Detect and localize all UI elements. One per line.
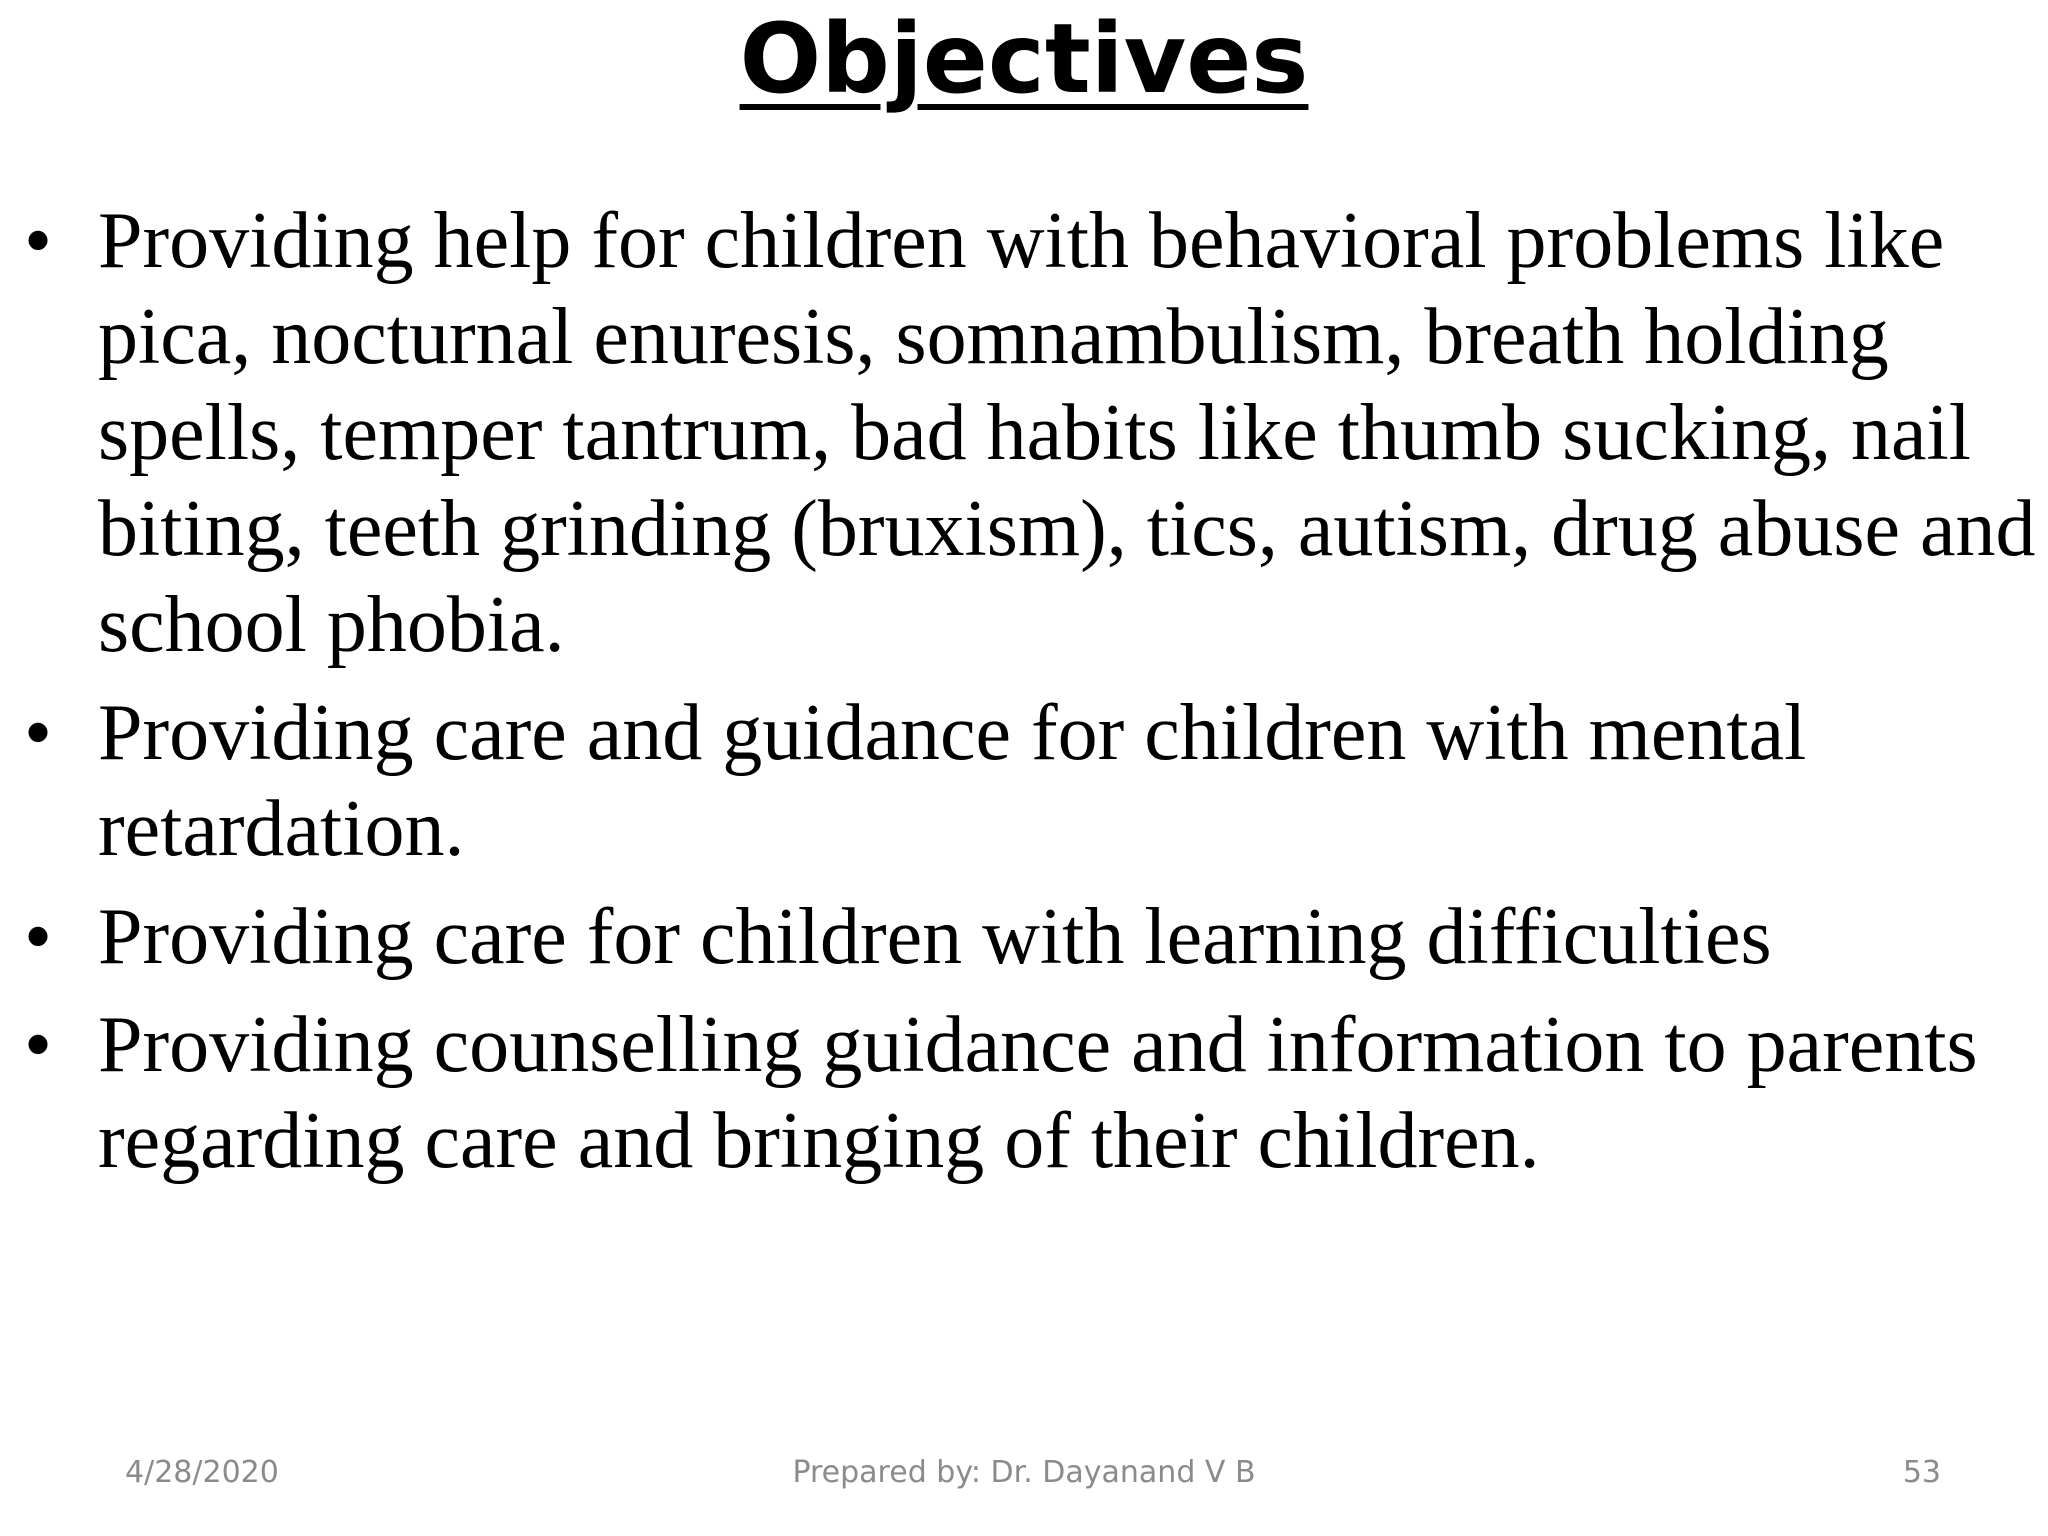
bullet-text: Providing care for children with learning difficulties [98,893,1772,981]
bullet-item [24,997,2036,1189]
bullet-item [24,685,2036,877]
bullet-item [24,889,2036,985]
footer-page-number: 53 [1902,1455,1941,1490]
bullet-item [24,193,2036,673]
slide-title [0,0,2048,118]
footer-author: Prepared by: Dr. Dayanand V B [792,1455,1256,1490]
bullet-text: Providing help for children with behavioral problems like pica, nocturnal enuresis, somnambulism, breath holding spells, temper tantrum, bad habits like thumb sucking, nail biting, teeth grinding (bruxism), tics, autism, drug abuse and school phobia. [98,197,2036,669]
bullet-text: Providing care and guidance for children with mental retardation. [98,689,1807,873]
bullet-marker: • [24,893,53,981]
bullet-text: Providing counselling guidance and information to parents regarding care and bringing of their children. [98,1001,1978,1185]
footer-date: 4/28/2020 [125,1455,279,1490]
bullet-list [24,193,2036,1201]
bullet-marker: • [24,1001,53,1089]
bullet-marker: • [24,689,53,777]
bullet-marker: • [24,197,53,285]
slide-title-text: Objectives [739,3,1309,115]
